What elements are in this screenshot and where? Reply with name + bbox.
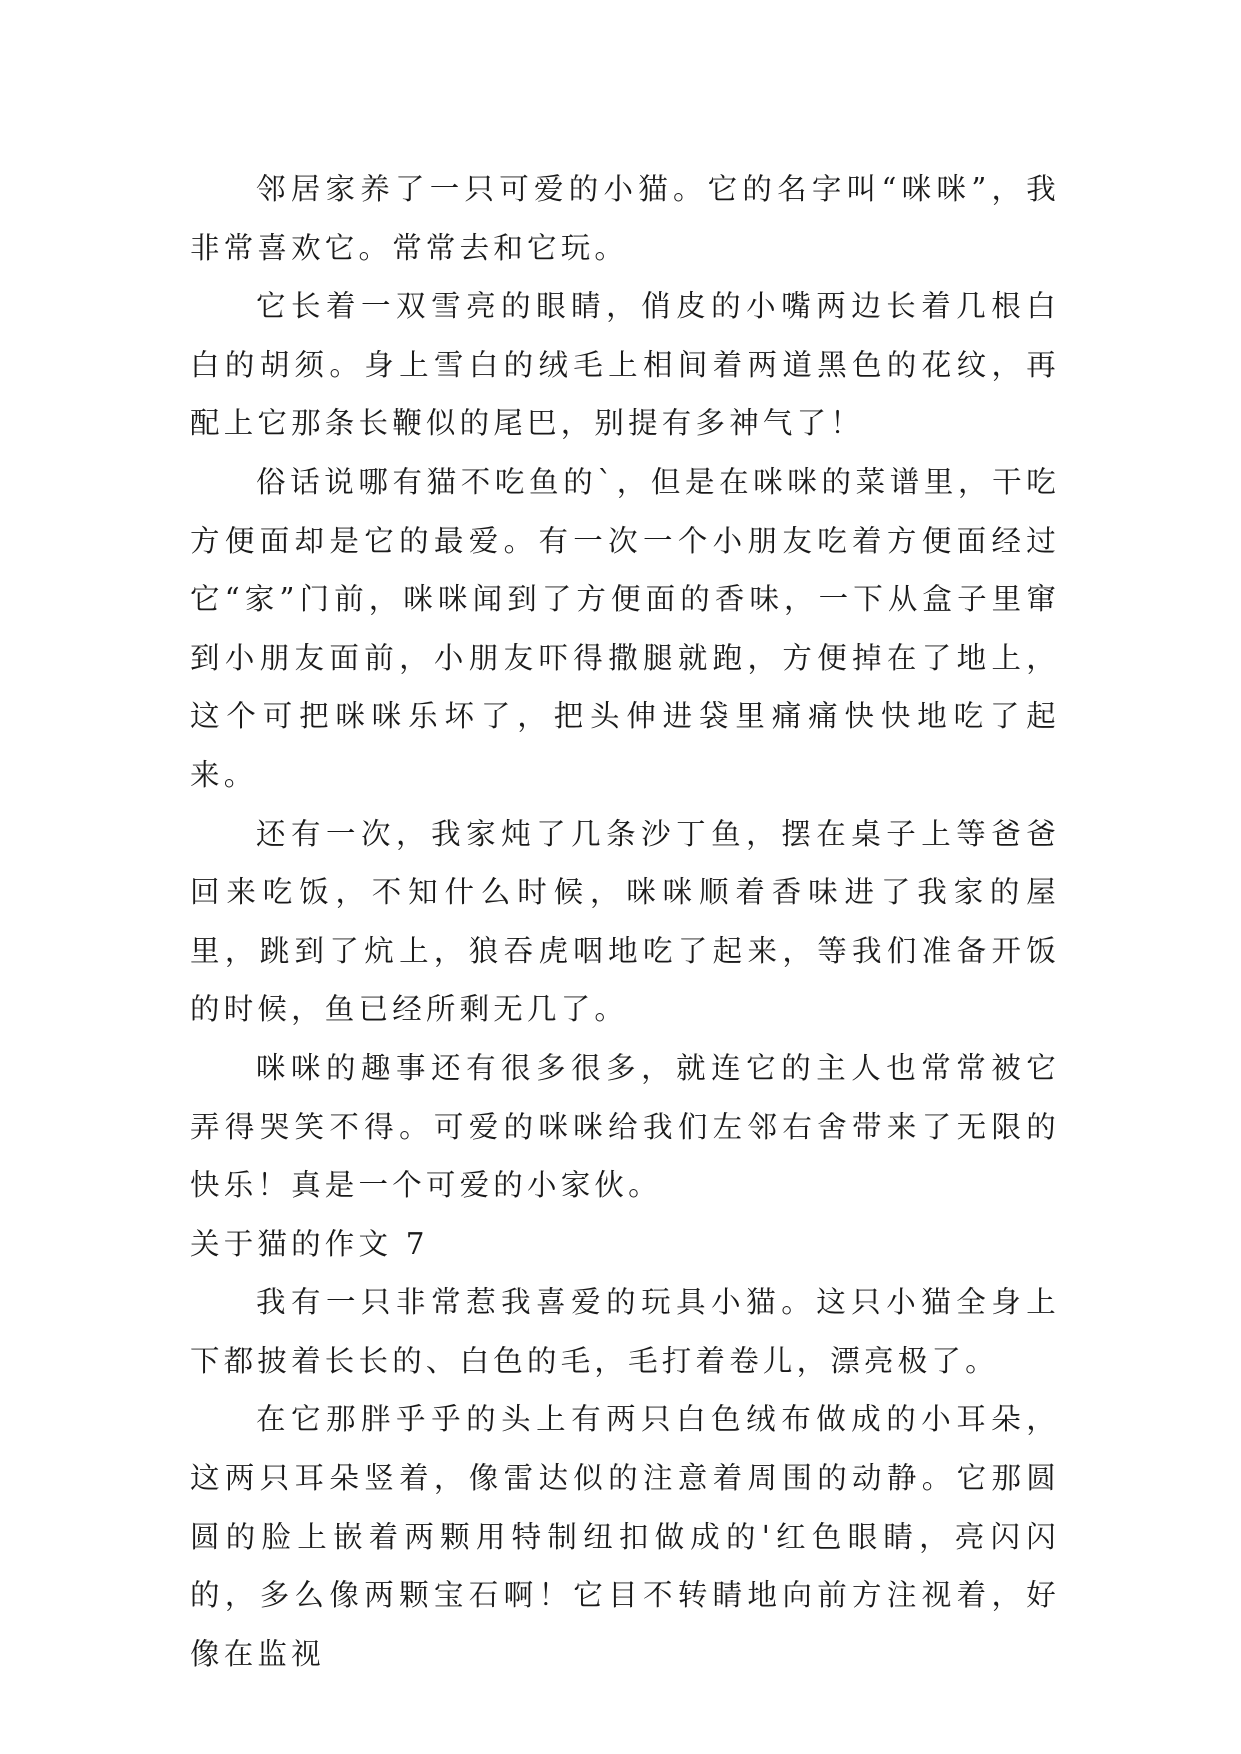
paragraph: 俗话说哪有猫不吃鱼的`，但是在咪咪的菜谱里，干吃方便面却是它的最爱。有一次一个小朋友吃着方便面经过它“家”门前，咪咪闻到了方便面的香味，一下从盒子里窜到小朋友面前，小朋友吓得撒腿就跑，方便掉在了地上，这个可把咪咪乐坏了，把头伸进袋里痛痛快快地吃了起来。 (190, 464, 1060, 792)
paragraph: 它长着一双雪亮的眼睛，俏皮的小嘴两边长着几根白白的胡须。身上雪白的绒毛上相间着两道黑色的花纹，再配上它那条长鞭似的尾巴，别提有多神气了！ (190, 289, 1060, 441)
paragraph: 我有一只非常惹我喜爱的玩具小猫。这只小猫全身上下都披着长长的、白色的毛，毛打着卷儿，漂亮极了。 (190, 1285, 1060, 1378)
section-title: 关于猫的作文 7 (190, 1226, 429, 1261)
paragraph: 咪咪的趣事还有很多很多，就连它的主人也常常被它弄得哭笑不得。可爱的咪咪给我们左邻右舍带来了无限的快乐！真是一个可爱的小家伙。 (190, 1050, 1060, 1203)
document-page (190, 160, 1060, 1683)
paragraph: 在它那胖乎乎的头上有两只白色绒布做成的小耳朵，这两只耳朵竖着，像雷达似的注意着周围的动静。它那圆圆的脸上嵌着两颗用特制纽扣做成的'红色眼睛，亮闪闪的，多么像两颗宝石啊！它目不转睛地向前方注视着，好像在监视 (190, 1402, 1060, 1671)
paragraph: 邻居家养了一只可爱的小猫。它的名字叫“咪咪”，我非常喜欢它。常常去和它玩。 (190, 172, 1060, 265)
paragraph: 还有一次，我家炖了几条沙丁鱼，摆在桌子上等爸爸回来吃饭，不知什么时候，咪咪顺着香味进了我家的屋里，跳到了炕上，狼吞虎咽地吃了起来，等我们准备开饭的时候，鱼已经所剩无几了。 (190, 816, 1060, 1027)
